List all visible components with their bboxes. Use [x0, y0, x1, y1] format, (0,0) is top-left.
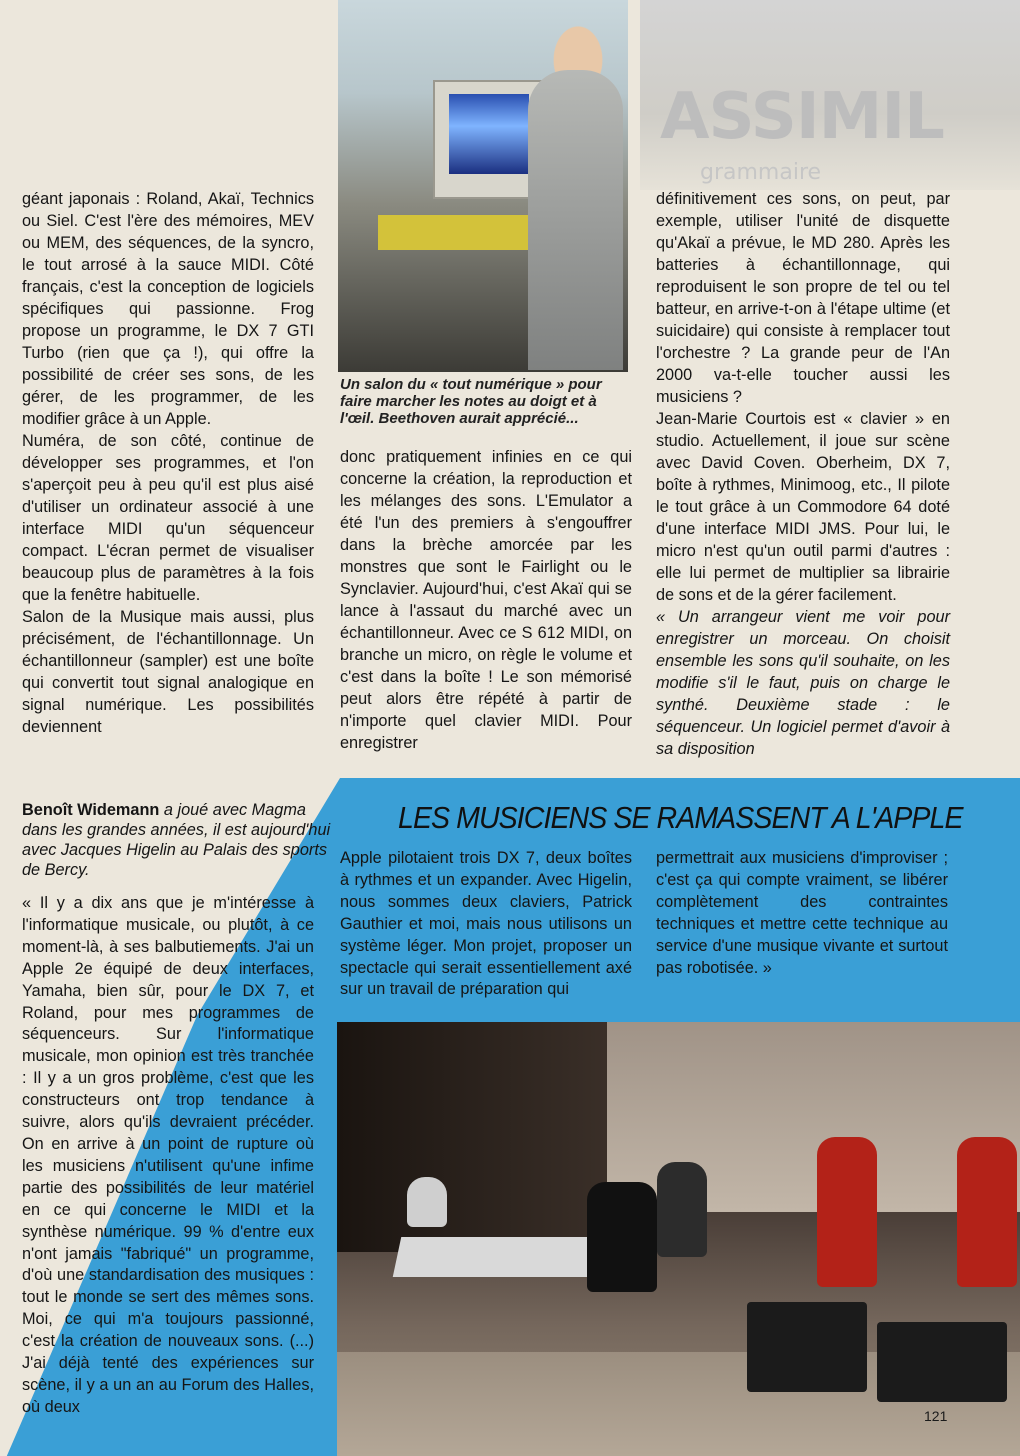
trumpet-player-figure [957, 1137, 1017, 1287]
sidebar-headline: LES MUSICIENS SE RAMASSENT A L'APPLE [398, 800, 963, 835]
article-column-3 [656, 188, 950, 760]
bio-name: Benoît Widemann [22, 801, 160, 819]
guitarist-figure [657, 1162, 707, 1257]
paragraph: Numéra, de son côté, continue de développer ses programmes, et l'on s'aperçoit peu à peu qu'il est plus aisé d'utiliser un ordinateur associé à une interface MIDI qu'un séquenceur compact. L'écran permet de visualiser beaucoup plus de paramètres à la fois que la fenêtre habituelle. [22, 432, 314, 604]
paragraph: « Il y a dix ans que je m'intéresse à l'informatique musicale, ou plutôt, à ce moment-là, à ses balbutiements. J'ai un Apple 2e équipé de deux interfaces, Yamaha, bien sûr, pour le DX 7, et Roland, pour mes programmes de séquenceurs. Sur l'informatique musicale, mon opinion est très tranchée : Il y a un gros problème, c'est que les constructeurs ont trop tendance à suivre, alors qu'ils devraient précéder. On en arrive à un point de rupture où les musiciens n'utilisent qu'une infime partie des possibilités de leur matériel en ce qui concerne le MIDI et la synthèse numérique. 99 % d'entre eux n'ont jamais "fabriqué" un programme, d'où une standardisation des musiques : tout le monde se sert des mêmes sons. Moi, ce qui m'a toujours passionné, c'est la création de nouveaux sons. (...) J'ai déjà tenté des expériences sur scène, il y a un an au Forum des Halles, où deux [22, 894, 314, 1416]
paragraph: Jean-Marie Courtois est « clavier » en studio. Actuellement, il joue sur scène avec David Coven. Oberheim, DX 7, boîte à rythmes, Minimoog, etc., Il pilote le tout grâce à un Commodore 64 doté d'une interface MIDI JMS. Pour lui, le micro n'est qu'un outil parmi d'autres : elle lui permet de multiplier sa librairie de sons et de la gérer facilement. [656, 410, 950, 604]
drummer-figure [407, 1177, 447, 1227]
stage-monitor-speaker [877, 1322, 1007, 1402]
paragraph: Apple pilotaient trois DX 7, deux boîtes à rythmes et un expander. Avec Higelin, nous sommes deux claviers, Patrick Gauthier et moi, mais nous utilisons un système léger. Mon projet, proposer un spectacle qui serait essentiellement axé sur un travail de préparation qui [340, 849, 632, 999]
background-advert-photo [640, 0, 1020, 190]
bio-text: a joué avec Magma dans les grandes années, il est aujourd'hui avec Jacques Higelin au Palais des sports de Bercy. [22, 801, 331, 879]
paragraph: Salon de la Musique mais aussi, plus précisément, de l'échantillonnage. Un échantillonneur (sampler) est une boîte qui convertit tout signal analogique en signal numérique. Les possibilités deviennent [22, 608, 314, 736]
keyboard-instrument [393, 1237, 612, 1277]
horn-player-figure [817, 1137, 877, 1287]
expo-photo [338, 0, 628, 372]
paragraph: permettrait aux musiciens d'improviser ; c'est ça qui compte vraiment, se libérer complètement des contraintes techniques et mettre cette technique au service d'une musique vivante et surtout pas robotisée. » [656, 849, 948, 977]
visitor-figure [528, 70, 623, 370]
article-column-2 [340, 446, 632, 754]
interview-column-3 [656, 848, 948, 979]
interview-column-1 [22, 893, 314, 1419]
paragraph: définitivement ces sons, on peut, par exemple, utiliser l'unité de disquette qu'Akaï a prévue, le MD 280. Après les batteries à échantillonnage, qui reproduisent le son propre de tel ou tel batteur, en arrive-t-on à l'étape ultime (et suicidaire) qui consiste à remplacer tout l'orchestre ? La grande peur de l'An 2000 va-t-elle toucher aussi les musiciens ? [656, 190, 950, 406]
background-brand-text: ASSIMIL [660, 80, 944, 154]
interview-column-2 [340, 848, 632, 1001]
photo-caption: Un salon du « tout numérique » pour faire marcher les notes au doigt et à l'œil. Beethoven aurait apprécié... [340, 376, 602, 427]
musician-bio [22, 800, 340, 880]
stage-backdrop-dark [337, 1022, 607, 1252]
monitor-screen [449, 94, 529, 174]
paragraph: donc pratiquement infinies en ce qui concerne la création, la reproduction et les mélanges des sons. L'Emulator a été l'un des premiers à s'engouffrer dans la brèche amorcée par les monstres que sont le Fairlight ou le Synclavier. Aujourd'hui, c'est Akaï qui se lance à l'assaut du marché avec un échantillonneur. Avec ce S 612 MIDI, on branche un micro, on règle le volume et c'est dans la boîte ! Le son mémorisé peut alors être répété à partir de n'importe quel clavier MIDI. Pour enregistrer [340, 448, 632, 752]
concert-photo [337, 1022, 1020, 1456]
paragraph: géant japonais : Roland, Akaï, Technics ou Siel. C'est l'ère des mémoires, MEV ou MEM, des séquences, de la syncro, le tout arrosé à la sauce MIDI. Côté français, c'est la conception de logiciels spécifiques qui passionne. Frog propose un programme, le DX 7 GTI Turbo (rien que ça !), qui offre la possibilité de créer ses sons, de les gérer, de les programmer, de les modifier grâce à un Apple. [22, 190, 314, 428]
article-column-1 [22, 188, 314, 738]
quote-paragraph: « Un arrangeur vient me voir pour enregistrer un morceau. On choisit ensemble les sons qu'il souhaite, on les modifie s'il le faut, puis on charge le synthé. Deuxième stade : le séquenceur. Un logiciel permet d'avoir à sa disposition [656, 608, 950, 758]
stage-monitor-speaker [747, 1302, 867, 1392]
background-word-text: grammaire [700, 160, 822, 185]
page-number: 121 [924, 1408, 948, 1424]
keyboardist-figure [587, 1182, 657, 1292]
